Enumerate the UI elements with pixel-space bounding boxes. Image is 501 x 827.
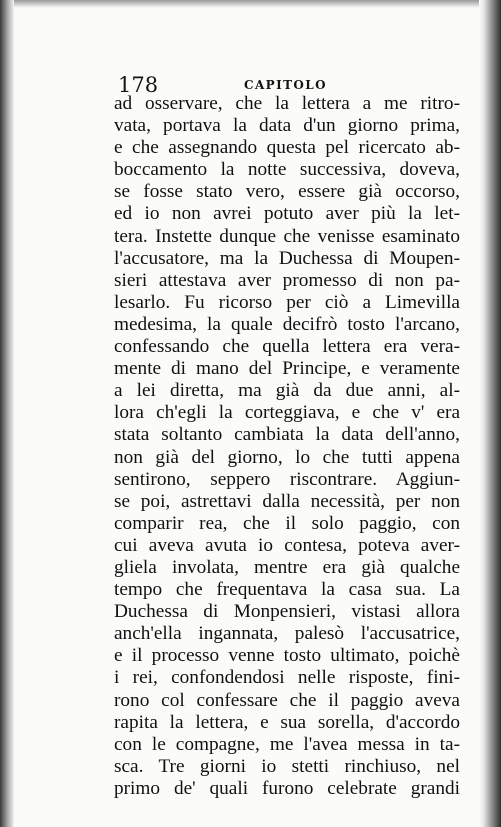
text-line: tempo che frequentava la casa sua. La	[114, 579, 460, 601]
running-head: CAPITOLO	[244, 78, 327, 92]
text-line: a lei diretta, ma già da due anni, al-	[114, 380, 460, 402]
text-line: primo de' quali furono celebrate grandi	[114, 777, 460, 799]
text-line: se fosse stato vero, essere già occorso,	[114, 181, 460, 203]
text-line: con le compagne, me l'avea messa in ta-	[114, 733, 460, 755]
text-line: boccamento la notte successiva, doveva,	[114, 159, 460, 181]
page-number: 178	[118, 73, 159, 97]
text-line: non già del giorno, lo che tutti appena	[114, 446, 460, 468]
text-line: rono col confessare che il paggio aveva	[114, 689, 460, 711]
text-line: medesima, la quale decifrò tosto l'arcano,	[114, 313, 460, 335]
text-line: sieri attestava aver promesso di non pa-	[114, 269, 460, 291]
text-line: Duchessa di Monpensieri, vistasi allora	[114, 601, 460, 623]
text-line: rapita la lettera, e sua sorella, d'accordo	[114, 711, 460, 733]
page-top-shadow	[0, 0, 501, 8]
text-line: vata, portava la data d'un giorno prima,	[114, 115, 460, 137]
text-line: comparir rea, che il solo paggio, con	[114, 512, 460, 534]
text-line: e che assegnando questa pel ricercato ab-	[114, 137, 460, 159]
text-line: ed io non avrei potuto aver più la let-	[114, 203, 460, 225]
text-line: se poi, astrettavi dalla necessità, per non	[114, 490, 460, 512]
text-line: mente di mano del Principe, e veramente	[114, 358, 460, 380]
text-line: gliela involata, mentre era già qualche	[114, 556, 460, 578]
text-line: lora ch'egli la corteggiava, e che v' era	[114, 402, 460, 424]
text-line: ad osservare, che la lettera a me ritro-	[114, 93, 460, 114]
body-text	[114, 93, 460, 800]
text-line: anch'ella ingannata, palesò l'accusatrice,	[114, 623, 460, 645]
text-line: cui aveva avuta io contesa, poteva aver-	[114, 534, 460, 556]
text-line: e il processo venne tosto ultimato, poichè	[114, 645, 460, 667]
text-line: sca. Tre giorni io stetti rinchiuso, nel	[114, 755, 460, 777]
page-right-shadow	[479, 0, 501, 827]
text-line: tera. Instette dunque che venisse esaminato	[114, 225, 460, 247]
text-line: sentirono, seppero riscontrare. Aggiun-	[114, 468, 460, 490]
text-line: stata soltanto cambiata la data dell'anno,	[114, 424, 460, 446]
text-line: confessando che quella lettera era vera-	[114, 336, 460, 358]
text-line: l'accusatore, ma la Duchessa di Moupen-	[114, 247, 460, 269]
text-line: lesarlo. Fu ricorso per ciò a Limevilla	[114, 291, 460, 313]
page-left-shadow	[0, 0, 14, 827]
text-line: i rei, confondendosi nelle risposte, fini-	[114, 667, 460, 689]
